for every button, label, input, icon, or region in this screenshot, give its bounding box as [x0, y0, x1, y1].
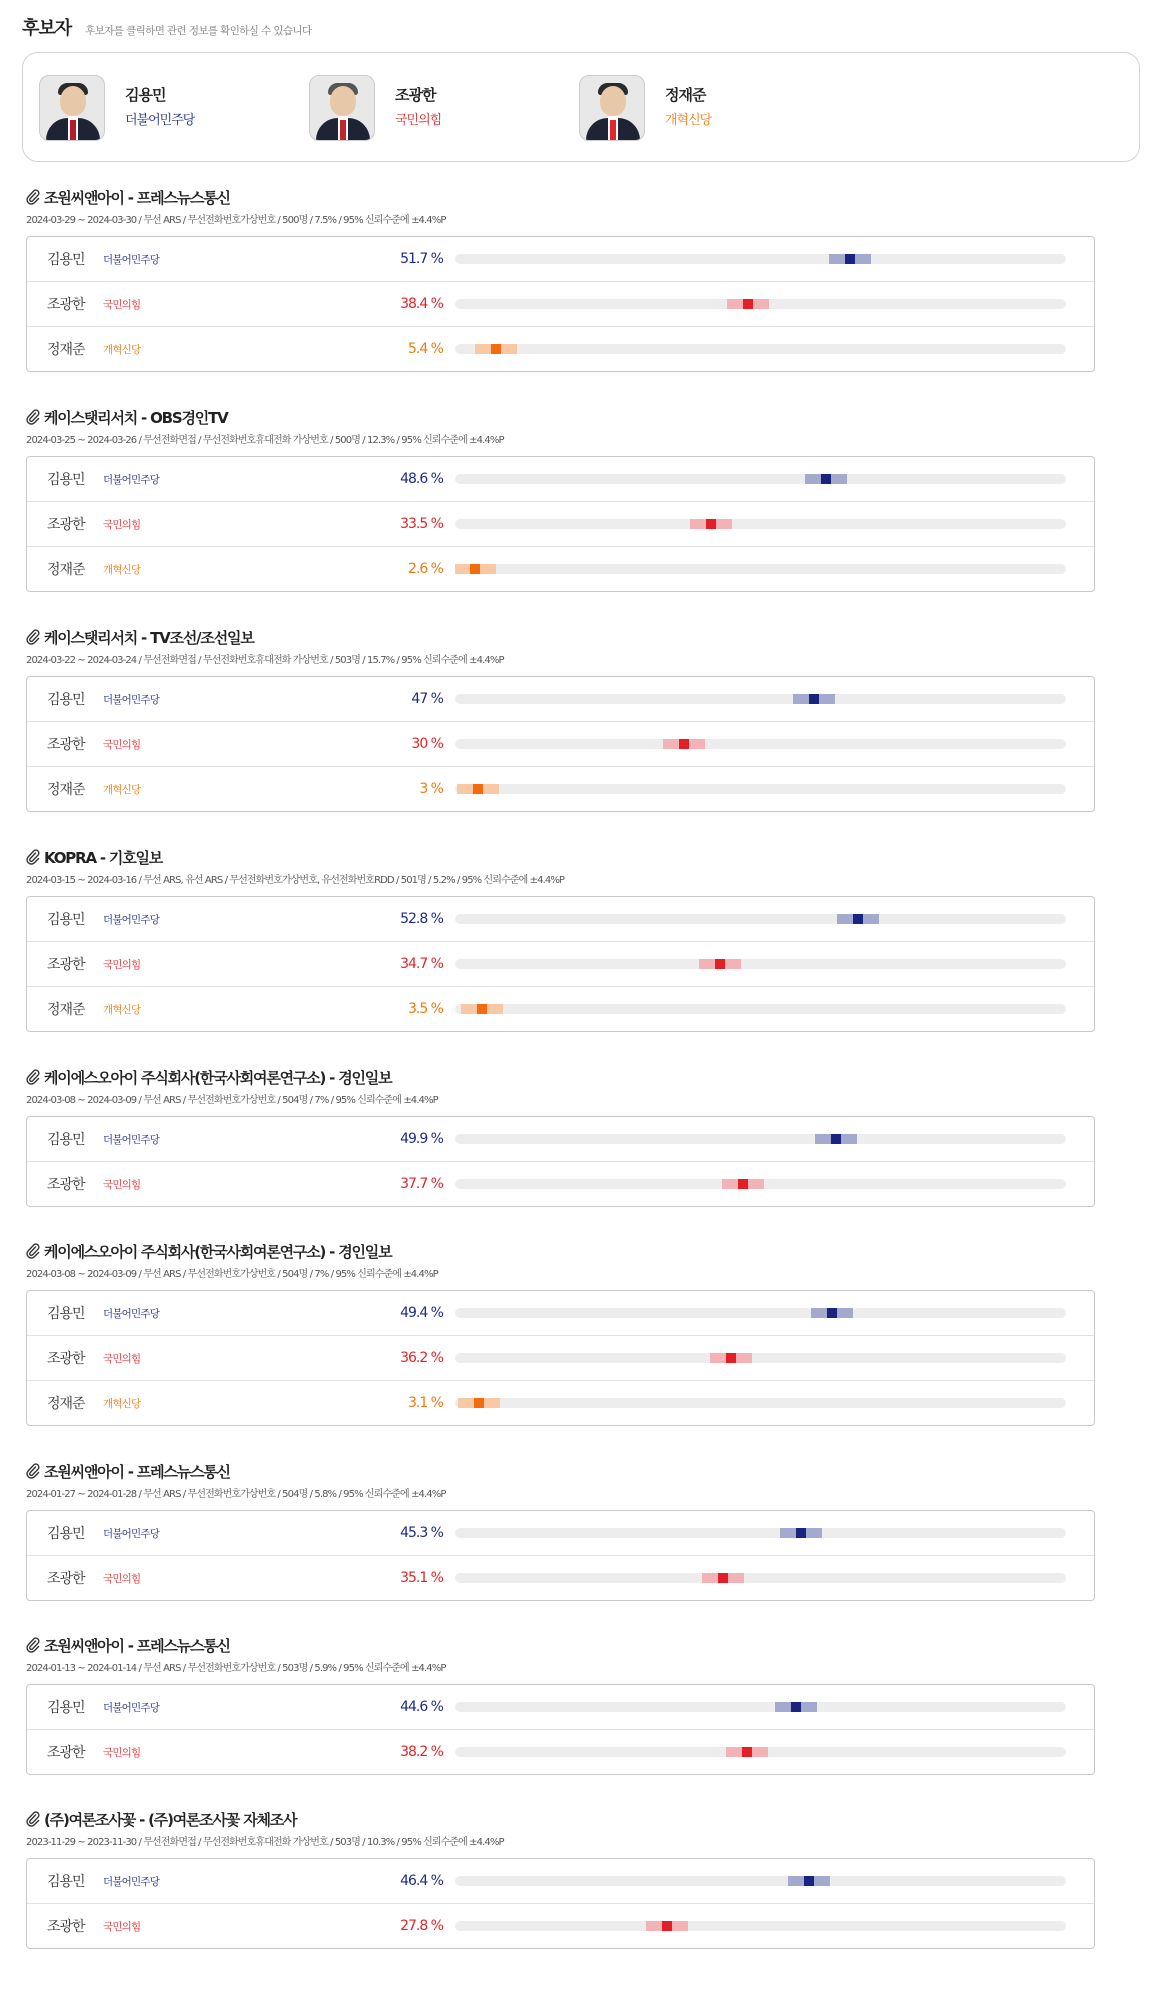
candidate-card[interactable]	[39, 73, 194, 143]
result-party-label: 더불어민주당	[103, 693, 160, 706]
result-candidate-name: 김용민	[47, 1132, 85, 1148]
section-title: 후보자	[22, 18, 72, 39]
poll-results-table	[26, 1116, 1095, 1207]
result-party-label: 더불어민주당	[103, 1133, 160, 1146]
result-value-marker	[791, 1702, 801, 1712]
result-candidate-name: 김용민	[47, 912, 85, 928]
result-party-label: 더불어민주당	[103, 1527, 160, 1540]
result-party-label: 더불어민주당	[103, 473, 160, 486]
result-bar-track	[455, 1921, 1066, 1931]
result-value-marker	[706, 519, 716, 529]
result-party-label: 더불어민주당	[103, 1701, 160, 1714]
result-candidate-name: 조광한	[47, 297, 85, 313]
result-bar-track	[455, 1876, 1066, 1886]
paperclip-icon	[26, 849, 40, 865]
result-row	[27, 326, 1094, 371]
poll-title[interactable]: 조원씨앤아이 - 프레스뉴스통신	[44, 188, 230, 207]
result-party-label: 더불어민주당	[103, 253, 160, 266]
poll-section	[26, 626, 1096, 812]
poll-title-row	[26, 1460, 1096, 1482]
result-percentage: 3.1 %	[407, 1395, 443, 1411]
result-percentage: 36.2 %	[400, 1350, 443, 1366]
result-row	[27, 721, 1094, 766]
result-bar-track	[455, 519, 1066, 529]
result-percentage: 45.3 %	[400, 1525, 443, 1541]
poll-meta: 2024-01-13 ~ 2024-01-14 / 무선 ARS / 무선전화번호가상번호 / 503명 / 5.9% / 95% 신뢰수준에 ±4.4%P	[26, 1663, 446, 1674]
poll-meta: 2024-03-25 ~ 2024-03-26 / 무선전화면접 / 무선전화번호휴대전화 가상번호 / 500명 / 12.3% / 95% 신뢰수준에 ±4.4%P	[26, 435, 504, 446]
result-row	[27, 1729, 1094, 1774]
candidate-photo	[39, 75, 105, 141]
result-party-label: 국민의힘	[103, 518, 141, 531]
poll-results-table	[26, 676, 1095, 812]
poll-title-row	[26, 406, 1096, 428]
result-party-label: 개혁신당	[103, 1397, 141, 1410]
poll-meta: 2024-03-29 ~ 2024-03-30 / 무선 ARS / 무선전화번호가상번호 / 500명 / 7.5% / 95% 신뢰수준에 ±4.4%P	[26, 215, 446, 226]
candidate-list	[22, 52, 1140, 162]
result-bar-track	[455, 959, 1066, 969]
result-percentage: 37.7 %	[400, 1176, 443, 1192]
result-percentage: 27.8 %	[400, 1918, 443, 1934]
result-percentage: 5.4 %	[407, 341, 443, 357]
result-bar-track	[455, 1004, 1066, 1014]
result-row	[27, 237, 1094, 281]
poll-section	[26, 846, 1096, 1032]
poll-title-row	[26, 846, 1096, 868]
result-percentage: 44.6 %	[400, 1699, 443, 1715]
result-value-marker	[738, 1179, 748, 1189]
result-row	[27, 1380, 1094, 1425]
result-row	[27, 457, 1094, 501]
result-value-marker	[853, 914, 863, 924]
candidate-info	[665, 84, 711, 132]
candidate-card[interactable]	[579, 73, 711, 143]
section-header	[22, 14, 1122, 42]
result-party-label: 국민의힘	[103, 298, 141, 311]
result-candidate-name: 조광한	[47, 517, 85, 533]
result-candidate-name: 조광한	[47, 1919, 85, 1935]
result-candidate-name: 김용민	[47, 1874, 85, 1890]
result-candidate-name: 김용민	[47, 692, 85, 708]
result-bar-track	[455, 694, 1066, 704]
result-percentage: 46.4 %	[400, 1873, 443, 1889]
result-party-label: 더불어민주당	[103, 1875, 160, 1888]
poll-title-row	[26, 626, 1096, 648]
result-bar-track	[455, 1528, 1066, 1538]
result-value-marker	[845, 254, 855, 264]
poll-title[interactable]: 조원씨앤아이 - 프레스뉴스통신	[44, 1462, 230, 1481]
result-percentage: 52.8 %	[400, 911, 443, 927]
result-row	[27, 766, 1094, 811]
result-value-marker	[477, 1004, 487, 1014]
result-candidate-name: 정재준	[47, 1396, 85, 1412]
poll-results-table	[26, 1684, 1095, 1775]
result-percentage: 34.7 %	[400, 956, 443, 972]
result-percentage: 35.1 %	[400, 1570, 443, 1586]
result-value-marker	[827, 1308, 837, 1318]
result-candidate-name: 조광한	[47, 737, 85, 753]
poll-section	[26, 1460, 1096, 1601]
candidate-party: 더불어민주당	[125, 113, 195, 128]
result-party-label: 국민의힘	[103, 1920, 141, 1933]
result-row	[27, 1291, 1094, 1335]
result-candidate-name: 조광한	[47, 1745, 85, 1761]
result-candidate-name: 조광한	[47, 957, 85, 973]
poll-results-table	[26, 896, 1095, 1032]
candidate-name: 조광한	[395, 86, 436, 104]
result-bar-track	[455, 784, 1066, 794]
poll-title[interactable]: 케이에스오아이 주식회사(한국사회여론연구소) - 경인일보	[44, 1242, 392, 1261]
result-value-marker	[662, 1921, 672, 1931]
result-percentage: 2.6 %	[407, 561, 443, 577]
paperclip-icon	[26, 629, 40, 645]
candidates-section	[22, 14, 1122, 128]
result-row	[27, 1161, 1094, 1206]
poll-meta: 2024-03-08 ~ 2024-03-09 / 무선 ARS / 무선전화번호가상번호 / 504명 / 7% / 95% 신뢰수준에 ±4.4%P	[26, 1269, 438, 1280]
poll-meta: 2024-01-27 ~ 2024-01-28 / 무선 ARS / 무선전화번호가상번호 / 504명 / 5.8% / 95% 신뢰수준에 ±4.4%P	[26, 1489, 446, 1500]
result-percentage: 51.7 %	[400, 251, 443, 267]
result-value-marker	[743, 299, 753, 309]
result-party-label: 개혁신당	[103, 783, 141, 796]
poll-title-row	[26, 1066, 1096, 1088]
result-candidate-name: 김용민	[47, 1306, 85, 1322]
result-candidate-name: 김용민	[47, 252, 85, 268]
paperclip-icon	[26, 189, 40, 205]
result-candidate-name: 김용민	[47, 472, 85, 488]
result-party-label: 국민의힘	[103, 738, 141, 751]
result-party-label: 국민의힘	[103, 1746, 141, 1759]
result-party-label: 개혁신당	[103, 563, 141, 576]
result-row	[27, 941, 1094, 986]
result-candidate-name: 조광한	[47, 1177, 85, 1193]
result-bar-track	[455, 344, 1066, 354]
candidate-party: 국민의힘	[395, 113, 442, 128]
result-value-marker	[742, 1747, 752, 1757]
poll-title[interactable]: (주)여론조사꽃 - (주)여론조사꽃 자체조사	[44, 1810, 297, 1829]
result-bar-track	[455, 474, 1066, 484]
result-percentage: 47 %	[411, 691, 443, 707]
poll-results-table	[26, 236, 1095, 372]
poll-title[interactable]: KOPRA - 기호일보	[44, 848, 163, 867]
result-row	[27, 281, 1094, 326]
result-bar-track	[455, 914, 1066, 924]
poll-results-table	[26, 1858, 1095, 1949]
result-row	[27, 501, 1094, 546]
result-candidate-name: 정재준	[47, 342, 85, 358]
result-row	[27, 1117, 1094, 1161]
result-bar-track	[455, 1308, 1066, 1318]
section-hint: 후보자를 클릭하면 관련 정보를 확인하실 수 있습니다	[85, 25, 312, 37]
result-row	[27, 1555, 1094, 1600]
result-value-marker	[831, 1134, 841, 1144]
poll-results-table	[26, 456, 1095, 592]
result-percentage: 38.4 %	[400, 296, 443, 312]
result-candidate-name: 정재준	[47, 1002, 85, 1018]
poll-title-row	[26, 1634, 1096, 1656]
result-percentage: 48.6 %	[400, 471, 443, 487]
result-party-label: 국민의힘	[103, 958, 141, 971]
result-percentage: 38.2 %	[400, 1744, 443, 1760]
result-row	[27, 1335, 1094, 1380]
result-row	[27, 546, 1094, 591]
poll-section	[26, 406, 1096, 592]
result-percentage: 3.5 %	[407, 1001, 443, 1017]
result-bar-track	[455, 1573, 1066, 1583]
result-row	[27, 1859, 1094, 1903]
candidate-photo	[309, 75, 375, 141]
result-row	[27, 677, 1094, 721]
paperclip-icon	[26, 1069, 40, 1085]
result-value-marker	[679, 739, 689, 749]
result-row	[27, 986, 1094, 1031]
candidate-info	[125, 84, 194, 132]
result-party-label: 더불어민주당	[103, 1307, 160, 1320]
result-value-marker	[726, 1353, 736, 1363]
result-party-label: 국민의힘	[103, 1572, 141, 1585]
result-candidate-name: 정재준	[47, 562, 85, 578]
poll-section	[26, 1808, 1096, 1949]
result-row	[27, 897, 1094, 941]
result-percentage: 49.4 %	[400, 1305, 443, 1321]
result-bar-track	[455, 1353, 1066, 1363]
result-percentage: 3 %	[419, 781, 443, 797]
result-percentage: 49.9 %	[400, 1131, 443, 1147]
result-value-marker	[470, 564, 480, 574]
poll-title[interactable]: 조원씨앤아이 - 프레스뉴스통신	[44, 1636, 230, 1655]
result-value-marker	[809, 694, 819, 704]
candidate-photo	[579, 75, 645, 141]
candidate-party: 개혁신당	[665, 113, 712, 128]
paperclip-icon	[26, 1811, 40, 1827]
result-candidate-name: 정재준	[47, 782, 85, 798]
result-party-label: 더불어민주당	[103, 913, 160, 926]
result-value-marker	[796, 1528, 806, 1538]
paperclip-icon	[26, 1463, 40, 1479]
result-value-marker	[821, 474, 831, 484]
poll-title[interactable]: 케이스탯리서치 - OBS경인TV	[44, 408, 228, 427]
result-bar-track	[455, 1134, 1066, 1144]
poll-section	[26, 1240, 1096, 1426]
poll-results-table	[26, 1510, 1095, 1601]
result-bar-track	[455, 564, 1066, 574]
poll-title[interactable]: 케이스탯리서치 - TV조선/조선일보	[44, 628, 254, 647]
result-row	[27, 1685, 1094, 1729]
result-bar-track	[455, 1747, 1066, 1757]
result-value-marker	[804, 1876, 814, 1886]
poll-meta: 2023-11-29 ~ 2023-11-30 / 무선전화면접 / 무선전화번호휴대전화 가상번호 / 503명 / 10.3% / 95% 신뢰수준에 ±4.4%P	[26, 1837, 504, 1848]
result-value-marker	[474, 1398, 484, 1408]
poll-meta: 2024-03-15 ~ 2024-03-16 / 무선 ARS, 유선 ARS / 무선전화번호가상번호, 유선전화번호RDD / 501명 / 5.2% / 95% 신뢰수준에 ±4.4%P	[26, 875, 565, 886]
result-value-marker	[715, 959, 725, 969]
result-candidate-name: 조광한	[47, 1351, 85, 1367]
result-bar-track	[455, 739, 1066, 749]
result-party-label: 국민의힘	[103, 1352, 141, 1365]
candidate-info	[395, 84, 441, 132]
candidate-card[interactable]	[309, 73, 441, 143]
result-bar-track	[455, 299, 1066, 309]
poll-section	[26, 1066, 1096, 1207]
poll-title-row	[26, 1240, 1096, 1262]
poll-meta: 2024-03-08 ~ 2024-03-09 / 무선 ARS / 무선전화번호가상번호 / 504명 / 7% / 95% 신뢰수준에 ±4.4%P	[26, 1095, 438, 1106]
poll-results-table	[26, 1290, 1095, 1426]
poll-section	[26, 1634, 1096, 1775]
result-bar-track	[455, 1179, 1066, 1189]
paperclip-icon	[26, 409, 40, 425]
result-bar-track	[455, 254, 1066, 264]
poll-title-row	[26, 186, 1096, 208]
poll-title-row	[26, 1808, 1096, 1830]
result-row	[27, 1903, 1094, 1948]
result-party-label: 국민의힘	[103, 1178, 141, 1191]
poll-section	[26, 186, 1096, 372]
candidate-name: 김용민	[125, 86, 166, 104]
paperclip-icon	[26, 1243, 40, 1259]
result-percentage: 33.5 %	[400, 516, 443, 532]
result-candidate-name: 김용민	[47, 1700, 85, 1716]
poll-title[interactable]: 케이에스오아이 주식회사(한국사회여론연구소) - 경인일보	[44, 1068, 392, 1087]
result-bar-track	[455, 1702, 1066, 1712]
result-value-marker	[491, 344, 501, 354]
result-party-label: 개혁신당	[103, 1003, 141, 1016]
result-value-marker	[718, 1573, 728, 1583]
result-value-marker	[473, 784, 483, 794]
result-percentage: 30 %	[411, 736, 443, 752]
result-candidate-name: 김용민	[47, 1526, 85, 1542]
result-candidate-name: 조광한	[47, 1571, 85, 1587]
candidate-name: 정재준	[665, 86, 706, 104]
poll-meta: 2024-03-22 ~ 2024-03-24 / 무선전화면접 / 무선전화번호휴대전화 가상번호 / 503명 / 15.7% / 95% 신뢰수준에 ±4.4%P	[26, 655, 504, 666]
result-bar-track	[455, 1398, 1066, 1408]
paperclip-icon	[26, 1637, 40, 1653]
result-row	[27, 1511, 1094, 1555]
result-party-label: 개혁신당	[103, 343, 141, 356]
